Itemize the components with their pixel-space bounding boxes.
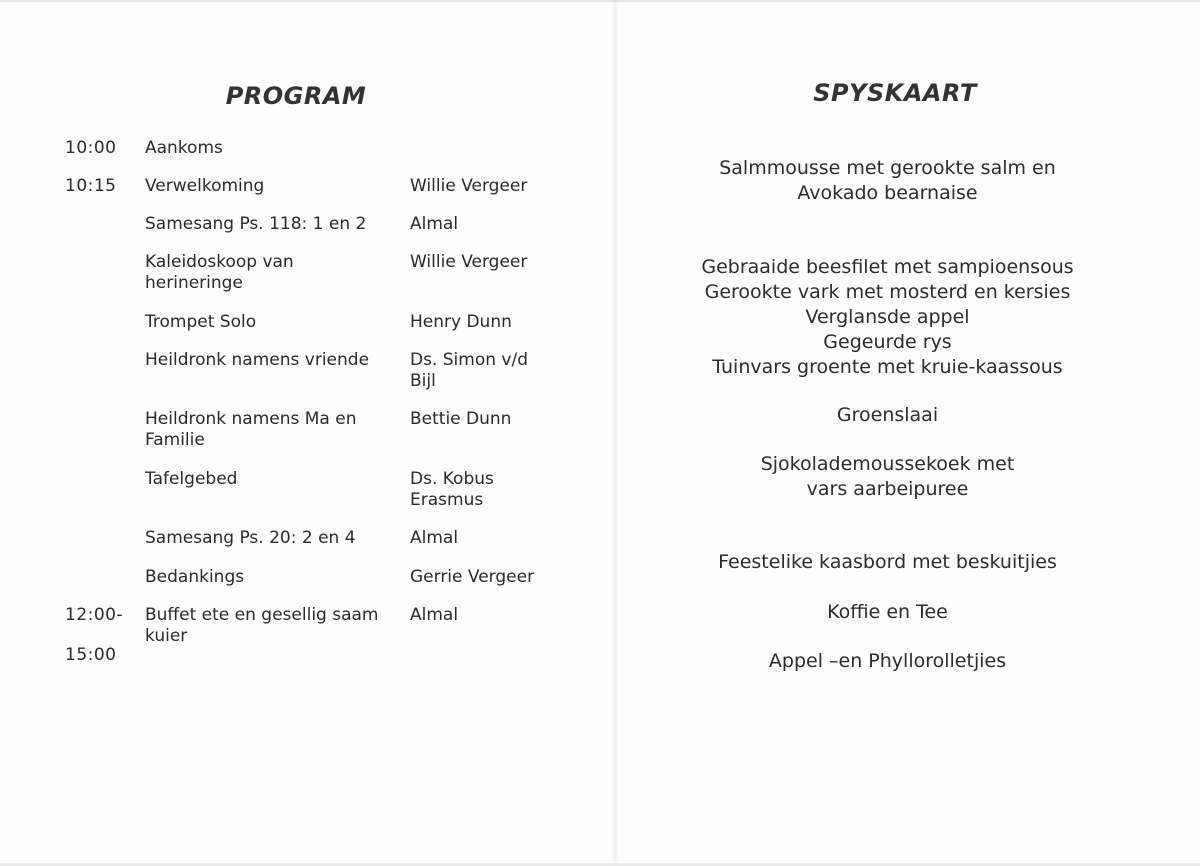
menu-course-starter	[660, 156, 1115, 206]
menu-course-pastry	[660, 649, 1115, 674]
program-presenter: Almal	[410, 528, 459, 548]
program-time: 10:00	[65, 138, 117, 158]
program-item: Heildronk namens Ma en Familie	[145, 409, 357, 450]
program-presenter: Almal	[410, 214, 459, 234]
program-item: Samesang Ps. 20: 2 en 4	[145, 528, 356, 548]
program-title: PROGRAM	[225, 82, 367, 110]
page-fold	[611, 0, 619, 866]
menu-line: Gebraaide beesfilet met sampioensous	[701, 256, 1074, 278]
menu-line: Appel –en Phyllorolletjies	[768, 650, 1007, 672]
menu-course-salad	[660, 403, 1115, 428]
menu-course-cheese	[660, 550, 1115, 575]
program-item: Trompet Solo	[145, 312, 257, 332]
program-item: Samesang Ps. 118: 1 en 2	[145, 214, 367, 234]
program-presenter: Henry Dunn	[410, 312, 512, 332]
menu-line: Tuinvars groente met kruie-kaassous	[712, 356, 1063, 378]
program-item: Bedankings	[145, 567, 245, 587]
menu-line: Avokado bearnaise	[797, 182, 978, 204]
program-presenter: Gerrie Vergeer	[410, 567, 535, 587]
menu-title: SPYSKAART	[813, 79, 977, 107]
menu-line: Groenslaai	[836, 404, 939, 426]
program-presenter: Bettie Dunn	[410, 409, 512, 429]
program-presenter: Ds. Kobus Erasmus	[410, 469, 494, 510]
menu-line: Koffie en Tee	[827, 601, 948, 623]
menu-page	[660, 0, 1115, 866]
menu-line: Feestelike kaasbord met beskuitjies	[718, 551, 1057, 573]
program-presenter: Almal	[410, 605, 459, 625]
menu-course-main	[660, 255, 1115, 380]
menu-line: Gegeurde rys	[823, 331, 952, 353]
menu-line: vars aarbeipuree	[806, 478, 969, 500]
program-time: 10:15	[65, 176, 117, 196]
program-item: Aankoms	[145, 138, 223, 158]
menu-line: Sjokolademoussekoek met	[760, 453, 1015, 475]
program-item: Heildronk namens vriende	[145, 350, 370, 370]
program-time: 12:00-	[65, 605, 124, 625]
menu-course-coffee	[660, 600, 1115, 625]
program-item: Tafelgebed	[145, 469, 238, 489]
menu-line: Salmmousse met gerookte salm en	[719, 157, 1056, 179]
program-presenter: Willie Vergeer	[410, 252, 528, 272]
program-presenter: Willie Vergeer	[410, 176, 528, 196]
program-time-end: 15:00	[65, 645, 117, 665]
menu-line: Verglansde appel	[805, 306, 970, 328]
menu-course-dessert	[660, 452, 1115, 502]
menu-line: Gerookte vark met mosterd en kersies	[704, 281, 1071, 303]
program-item: Verwelkoming	[145, 176, 265, 196]
program-item: Kaleidoskoop van herineringe	[145, 252, 294, 293]
program-item: Buffet ete en gesellig saam kuier	[145, 605, 379, 646]
program-presenter: Ds. Simon v/d Bijl	[410, 350, 528, 391]
